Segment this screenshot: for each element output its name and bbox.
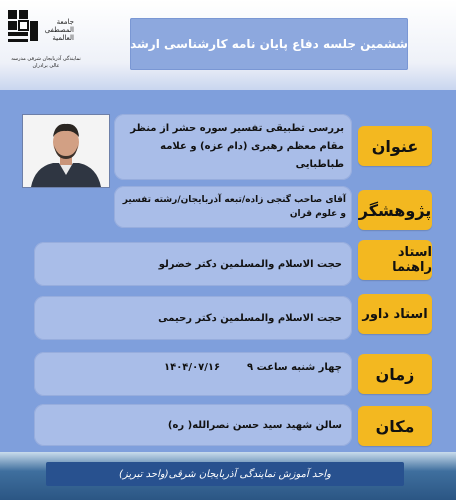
researcher-photo — [22, 114, 110, 188]
logo-text-sub: نمایندگی آذربایجان شرقی مدرسه عالی برادران — [11, 56, 81, 69]
value-title — [114, 114, 352, 180]
page-title: ششمین جلسه دفاع پایان نامه کارشناسی ارشد — [130, 18, 408, 70]
logo-icon — [6, 8, 40, 48]
logo — [6, 8, 81, 76]
logo-text-main: جامعة المصطفى العالمية — [44, 18, 74, 42]
value-supervisor — [34, 242, 352, 286]
label-title: عنوان — [358, 126, 432, 166]
value-title-text: بررسی تطبیقی تفسیر سوره حشر از منظر مقام معظم رهبری (دام عزه) و علامه طباطبایی — [130, 123, 344, 170]
value-time-date: ۱۴۰۴/۰۷/۱۶ — [164, 362, 221, 373]
value-time — [34, 352, 352, 396]
value-time-day: چهار شنبه ساعت ۹ — [247, 362, 342, 373]
value-researcher-text: آقای صاحب گنجی زاده/تبعه آذربایجان/رشته تفسیر و علوم قران — [122, 195, 346, 219]
label-researcher: پژوهشگر — [358, 190, 432, 230]
label-supervisor: استاد راهنما — [358, 240, 432, 280]
value-supervisor-text: حجت الاسلام والمسلمین دکتر خضرلو — [158, 258, 342, 270]
label-examiner: استاد داور — [358, 294, 432, 334]
label-place: مکان — [358, 406, 432, 446]
value-place-text: سالن شهید سید حسن نصرالله( ره) — [167, 419, 342, 431]
value-examiner-text: حجت الاسلام والمسلمین دکتر رحیمی — [158, 312, 342, 324]
value-examiner — [34, 296, 352, 340]
value-researcher — [114, 186, 352, 228]
footer-bar: واحد آموزش نمایندگی آذربایجان شرقی(واحد تبریز) — [46, 462, 404, 486]
label-time: زمان — [358, 354, 432, 394]
value-place — [34, 404, 352, 446]
